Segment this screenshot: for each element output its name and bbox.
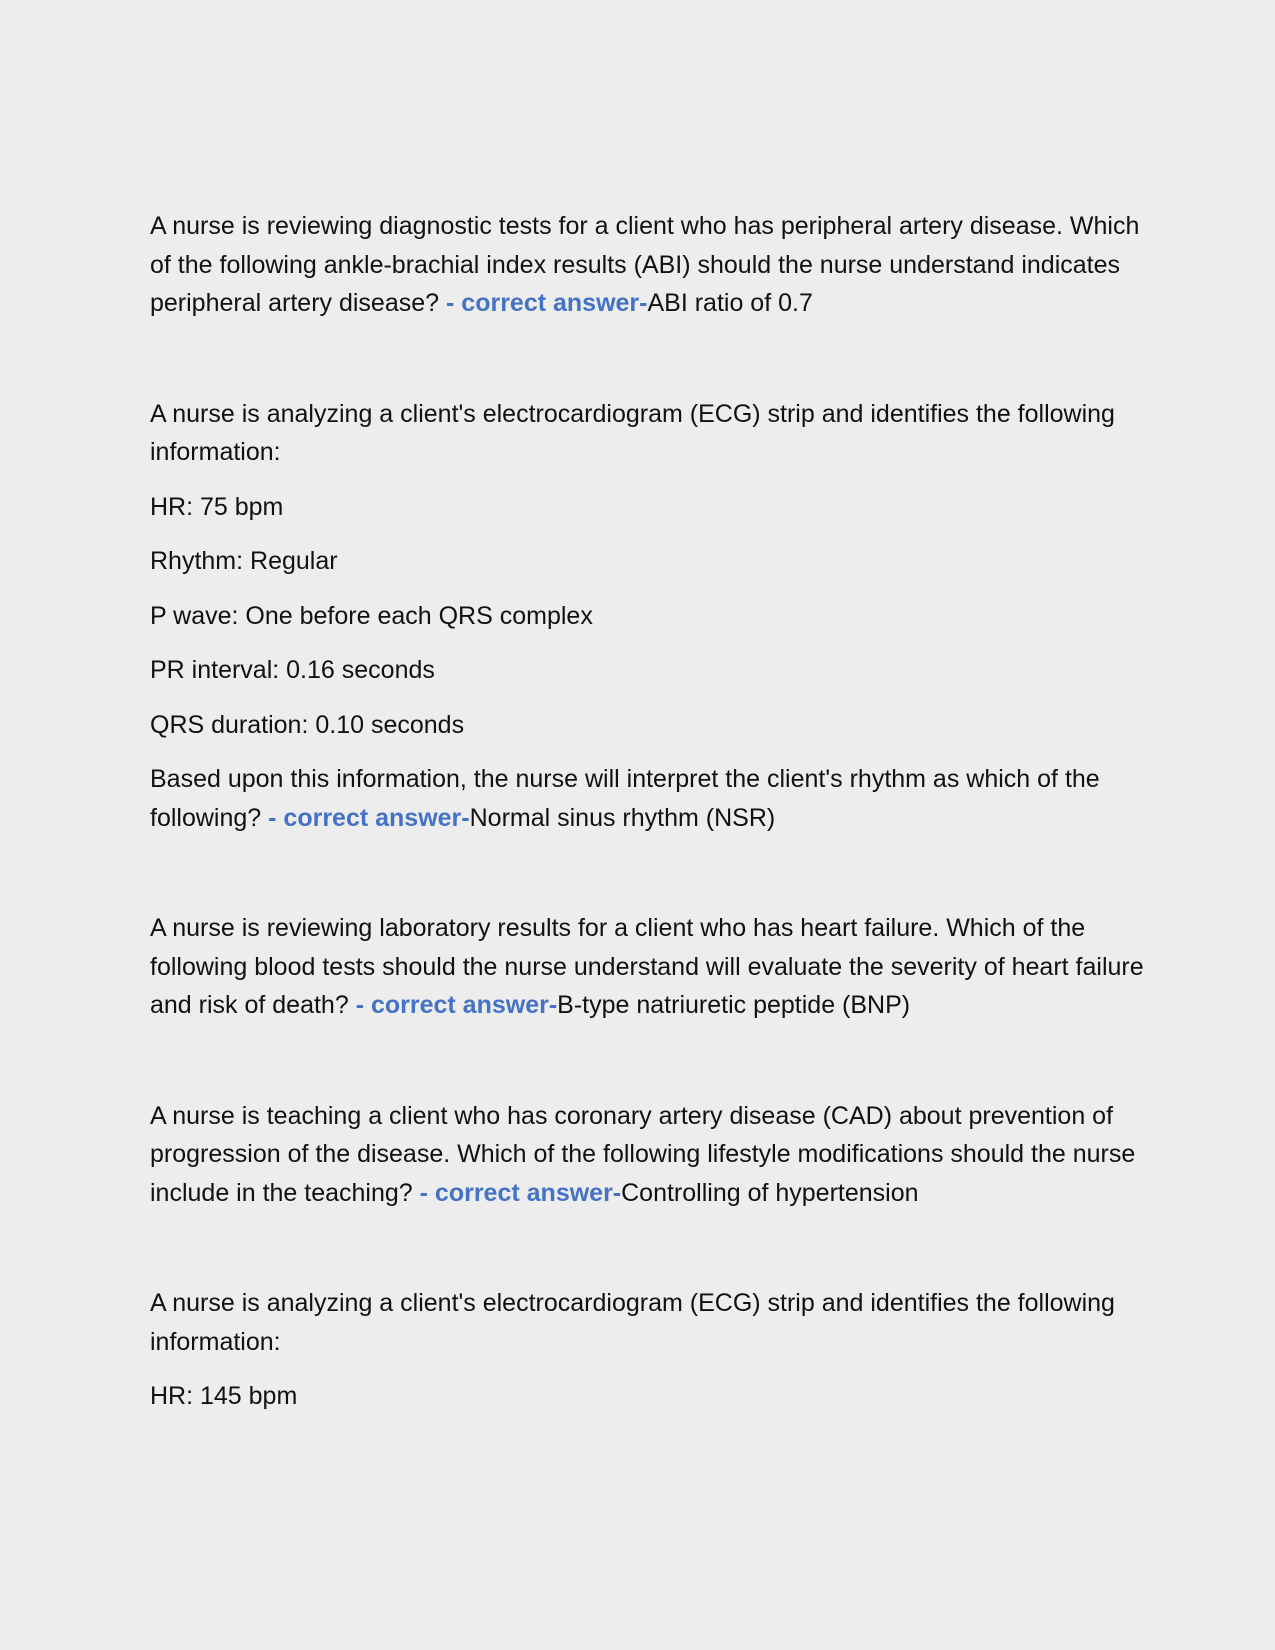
correct-answer-label: - correct answer-	[446, 289, 648, 317]
correct-answer-label: - correct answer-	[355, 991, 558, 1019]
answer-text: ABI ratio of 0.7	[647, 289, 813, 317]
question-intro: A nurse is analyzing a client's electrocardiogram (ECG) strip and identifies the following information:	[150, 399, 1115, 466]
question-text: Based upon this information, the nurse will interpret the client's rhythm as which of the following?	[150, 765, 1100, 832]
question-paragraph	[150, 1097, 1150, 1213]
ecg-detail-hr: HR: 75 bpm	[150, 492, 284, 521]
question-paragraph	[150, 760, 1150, 837]
question-text: A nurse is reviewing diagnostic tests for a client who has peripheral artery disease. Which of the following ankle-brachial index results (ABI) should the nurse understand indicates peripheral artery disease?	[150, 212, 1140, 317]
correct-answer-label: - correct answer-	[419, 1178, 622, 1207]
qa-item-4	[150, 1097, 1150, 1213]
question-paragraph	[150, 909, 1150, 1025]
ecg-detail-p-wave: P wave: One before each QRS complex	[150, 601, 593, 630]
ecg-detail-hr: HR: 145 bpm	[150, 1382, 298, 1410]
ecg-detail-rhythm: Rhythm: Regular	[150, 547, 338, 575]
document-page	[150, 207, 1150, 1432]
ecg-detail-pr-interval: PR interval: 0.16 seconds	[150, 656, 435, 684]
question-text: A nurse is teaching a client who has coronary artery disease (CAD) about prevention of progression of the disease. Which of the following lifestyle modifications should the nurse include in the teaching?	[150, 1101, 1136, 1207]
question-intro: A nurse is analyzing a client's electrocardiogram (ECG) strip and identifies the following information:	[150, 1289, 1115, 1356]
correct-answer-label: - correct answer-	[268, 803, 470, 832]
question-paragraph	[150, 207, 1150, 323]
answer-text: Controlling of hypertension	[621, 1178, 919, 1207]
qa-item-3	[150, 909, 1150, 1025]
qa-item-2	[150, 395, 1150, 838]
qa-item-5	[150, 1284, 1150, 1416]
question-text: A nurse is reviewing laboratory results for a client who has heart failure. Which of the following blood tests should the nurse understand will evaluate the severity of heart failure and risk of death?	[150, 914, 1144, 1019]
ecg-detail-qrs-duration: QRS duration: 0.10 seconds	[150, 710, 465, 739]
qa-item-1	[150, 207, 1150, 323]
answer-text: Normal sinus rhythm (NSR)	[469, 803, 776, 832]
answer-text: B-type natriuretic peptide (BNP)	[557, 991, 911, 1019]
